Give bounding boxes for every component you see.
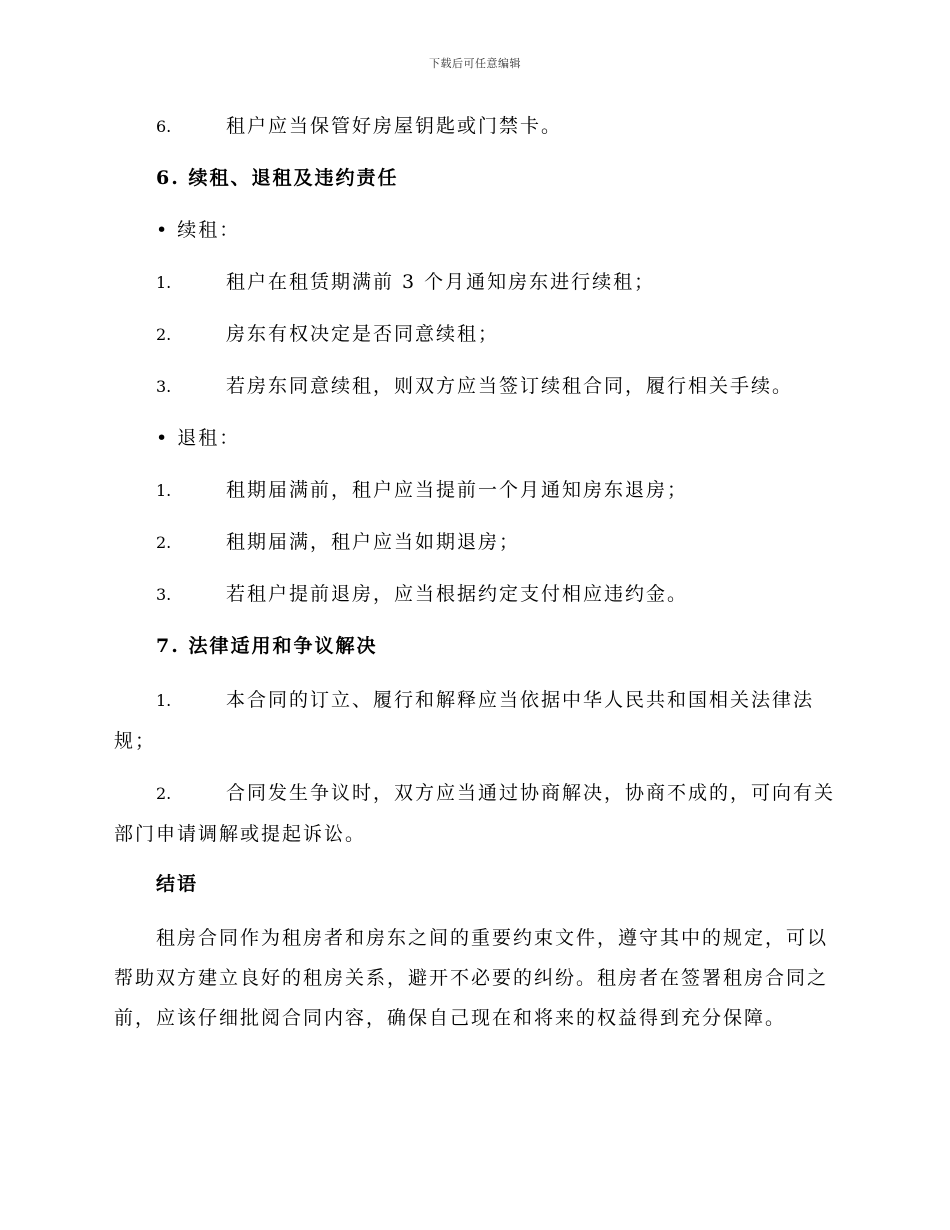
list-number: 3. — [156, 377, 172, 396]
list-number: 6. — [156, 117, 172, 136]
renewal-item — [114, 316, 836, 368]
termination-label: • 退租： — [156, 427, 241, 449]
section-6-heading: 6. 续租、退租及违约责任 — [156, 167, 399, 189]
list-number: 2. — [156, 533, 172, 552]
renewal-item — [114, 368, 836, 420]
termination-item — [114, 472, 836, 524]
list-text: 合同发生争议时，双方应当通过协商解决，协商不成的，可向有关部门申请调解或提起诉讼。 — [114, 782, 836, 845]
list-text: 租户在租赁期满前 3 个月通知房东进行续租； — [226, 271, 656, 293]
document-body — [114, 108, 836, 1038]
list-number: 1. — [156, 691, 172, 710]
list-number: 1. — [156, 481, 172, 500]
conclusion-paragraph: 租房合同作为租房者和房东之间的重要约束文件，遵守其中的规定，可以帮助双方建立良好的租房关系，避开不必要的纠纷。租房者在签署租房合同之前，应该仔细批阅合同内容，确保自己现在和将来的权益得到充分保障。 — [114, 927, 829, 1029]
termination-item — [114, 576, 836, 628]
list-number: 3. — [156, 585, 172, 604]
list-number: 2. — [156, 784, 172, 803]
list-number: 1. — [156, 273, 172, 292]
termination-item — [114, 524, 836, 576]
list-text: 若房东同意续租，则双方应当签订续租合同，履行相关手续。 — [226, 375, 794, 397]
list-item-key-care — [114, 108, 836, 160]
law-item — [114, 773, 836, 854]
list-number: 2. — [156, 325, 172, 344]
renewal-item — [114, 264, 836, 316]
list-text: 房东有权决定是否同意续租； — [226, 323, 500, 345]
renewal-label: • 续租： — [156, 219, 241, 241]
list-text: 租期届满，租户应当如期退房； — [226, 531, 521, 553]
list-text: 租户应当保管好房屋钥匙或门禁卡。 — [226, 115, 563, 137]
law-item — [114, 680, 836, 761]
conclusion-heading: 结语 — [156, 873, 199, 895]
page-header: 下载后可任意编辑 — [429, 57, 521, 70]
list-text: 本合同的订立、履行和解释应当依据中华人民共和国相关法律法规； — [114, 689, 815, 752]
section-7-heading: 7. 法律适用和争议解决 — [156, 635, 378, 657]
list-text: 租期届满前，租户应当提前一个月通知房东退房； — [226, 479, 689, 501]
list-text: 若租户提前退房，应当根据约定支付相应违约金。 — [226, 583, 689, 605]
